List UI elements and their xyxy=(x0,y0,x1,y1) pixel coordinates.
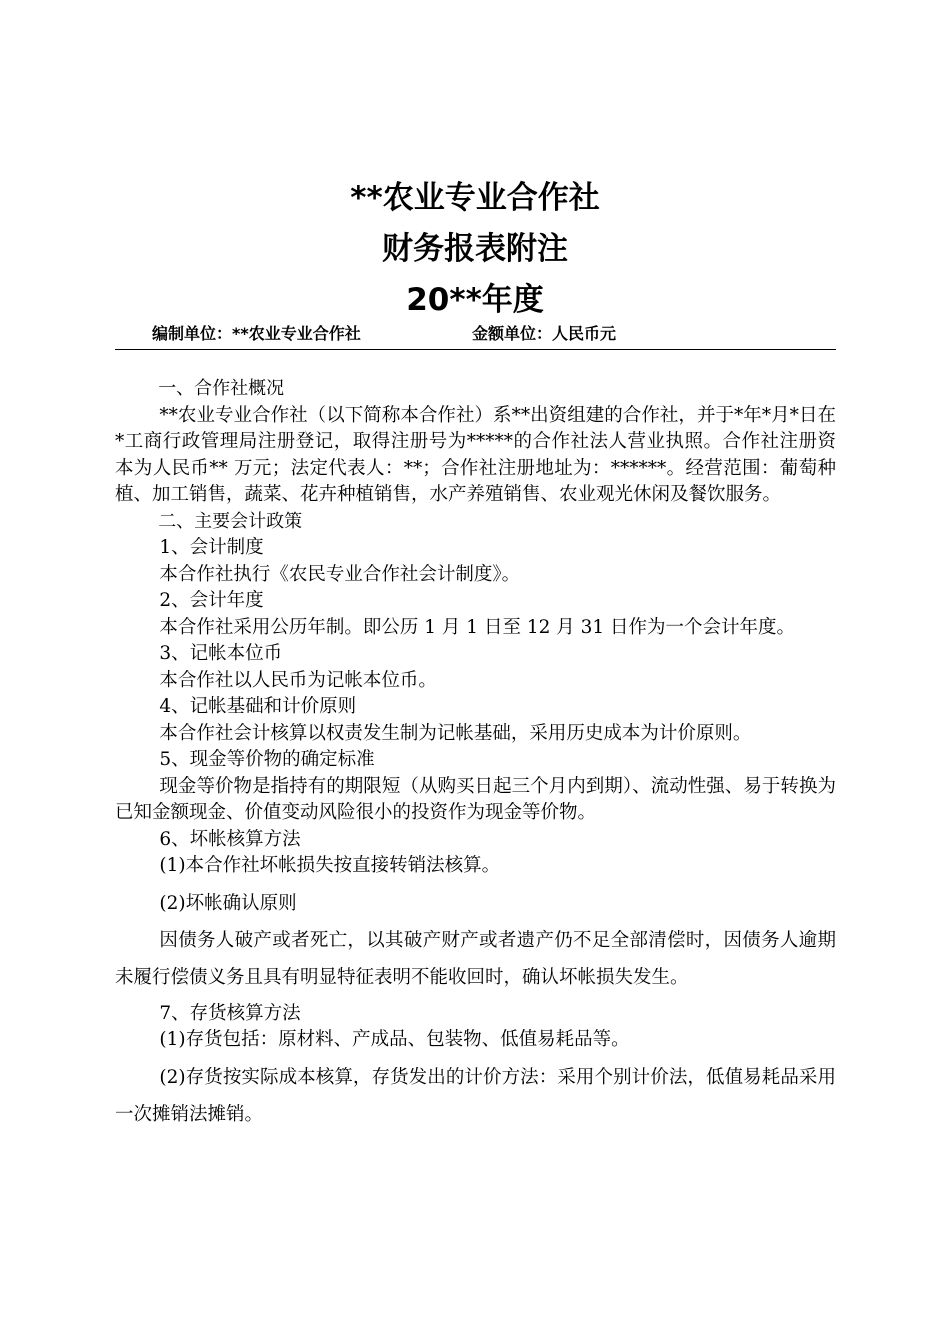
policy-heading-currency: 3、记帐本位币 xyxy=(159,643,283,664)
policy-heading-inventory: 7、存货核算方法 xyxy=(159,1002,301,1024)
policy-body-fiscal-year: 本合作社采用公历年制。即公历 1 月 1 日至 12 月 31 日作为一个会计年度。 xyxy=(159,616,796,638)
policy-heading-bad-debts: 6、坏帐核算方法 xyxy=(159,828,301,850)
inventory-item-1: (1)存货包括：原材料、产成品、包装物、低值易耗品等。 xyxy=(159,1029,630,1050)
document-year: 20**年度 xyxy=(406,282,544,318)
bad-debts-item-1: (1)本合作社坏帐损失按直接转销法核算。 xyxy=(159,855,501,876)
policy-body-accounting-system: 本合作社执行《农民专业合作社会计制度》。 xyxy=(159,563,521,585)
header-divider xyxy=(115,349,836,350)
policy-heading-cash-equivalents: 5、现金等价物的确定标准 xyxy=(159,749,375,770)
policy-body-cash-equivalents: 现金等价物是指持有的期限短（从购买日起三个月内到期）、流动性强、易于转换为已知金额现金、价值变动风险很小的投资作为现金等价物。 xyxy=(115,775,836,823)
report-meta-row xyxy=(152,323,836,345)
bad-debts-item-2: (2)坏帐确认原则 xyxy=(159,892,297,914)
section-heading-overview: 一、合作社概况 xyxy=(158,378,285,399)
overview-paragraph: **农业专业合作社（以下简称本合作社）系**出资组建的合作社，并于*年*月*日在*工商行政管理局注册登记，取得注册号为*****的合作社法人营业执照。合作社注册资本为人民币** 万元；法定代表人：**；合作社注册地址为：******。经营范围：葡萄种植、加工销售，蔬菜、花卉种植销售，水产养殖销售、农业观光休闲及餐饮服务。 xyxy=(115,404,836,505)
policy-body-currency: 本合作社以人民币为记帐本位币。 xyxy=(159,669,437,691)
bad-debts-item-2-body: 因债务人破产或者死亡，以其破产财产或者遗产仍不足全部清偿时，因债务人逾期未履行偿债义务且具有明显特征表明不能收回时，确认坏帐损失发生。 xyxy=(115,929,836,988)
policy-body-basis: 本合作社会计核算以权责发生制为记帐基础，采用历史成本为计价原则。 xyxy=(159,722,752,744)
policy-heading-fiscal-year: 2、会计年度 xyxy=(159,590,264,611)
document-subtitle: 财务报表附注 xyxy=(382,231,568,267)
policy-heading-basis: 4、记帐基础和计价原则 xyxy=(159,696,357,717)
document-title: **农业专业合作社 xyxy=(350,180,600,216)
inventory-item-2: (2)存货按实际成本核算，存货发出的计价方法：采用个别计价法，低值易耗品采用一次摊销法摊销。 xyxy=(115,1066,836,1125)
policy-heading-accounting-system: 1、会计制度 xyxy=(159,537,264,558)
currency-unit-label: 金额单位：人民币元 xyxy=(472,324,617,343)
section-heading-accounting-policies: 二、主要会计政策 xyxy=(158,510,303,532)
prepared-by-label: 编制单位：**农业专业合作社 xyxy=(152,324,361,343)
document-body xyxy=(115,376,836,1133)
